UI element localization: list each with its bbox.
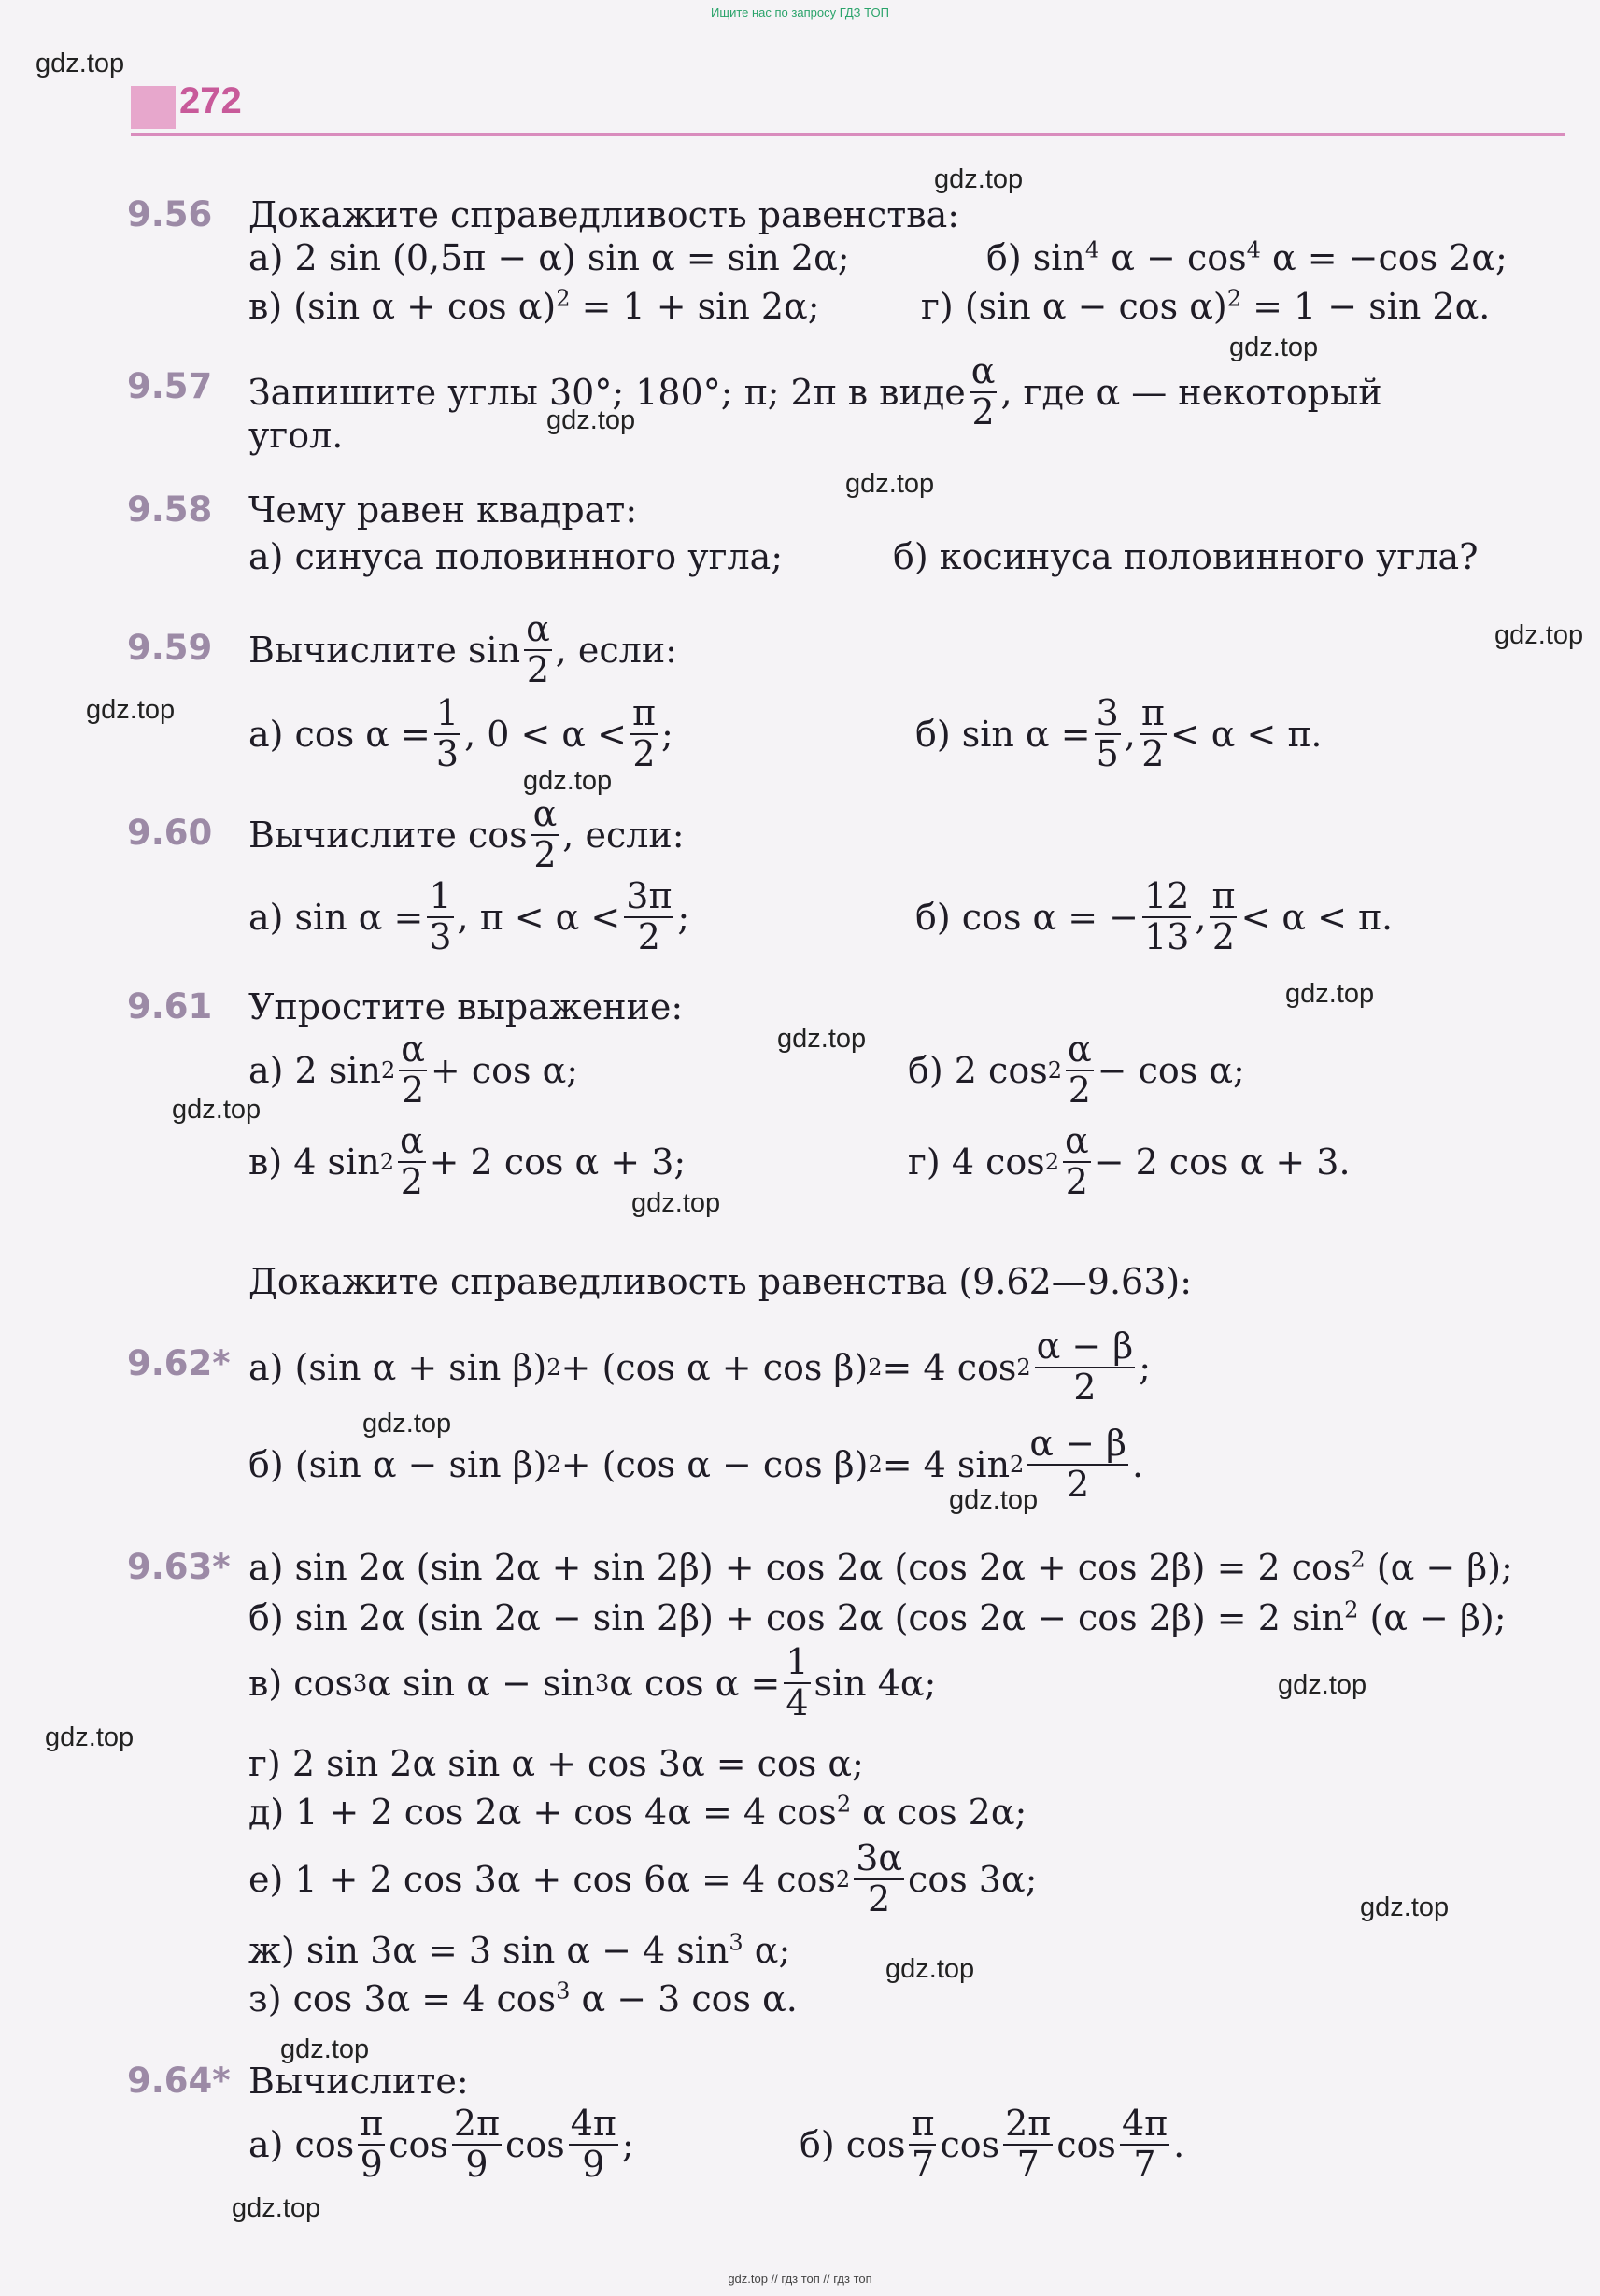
group-heading: Докажите справедливость равенства (9.62—9.63): xyxy=(248,1261,1193,1302)
fraction: $\frac{\pi}{2}$ xyxy=(1140,692,1165,774)
bottom-banner[interactable]: gdz.top // гдз топ // гдз топ xyxy=(728,2272,872,2286)
item-a: а) cos $\frac{\pi}{9}$ cos $\frac{2\pi}{9}$ cos $\frac{4\pi}{9}$ ; xyxy=(248,2103,634,2185)
watermark: gdz.top xyxy=(280,2034,370,2064)
watermark: gdz.top xyxy=(86,695,176,725)
watermark: gdz.top xyxy=(45,1722,135,1752)
problem-task-continued: угол. xyxy=(248,415,344,456)
watermark: gdz.top xyxy=(777,1024,867,1054)
problem-number-9-56: 9.56 xyxy=(127,194,213,234)
fraction: $\frac{1}{3}$ xyxy=(429,875,452,957)
problem-number-9-61: 9.61 xyxy=(127,986,213,1027)
watermark: gdz.top xyxy=(949,1485,1039,1515)
watermark: gdz.top xyxy=(232,2193,321,2223)
fraction: $\frac{2\pi}{7}$ xyxy=(1005,2103,1052,2185)
fraction: $\frac{12}{13}$ xyxy=(1144,875,1190,957)
watermark: gdz.top xyxy=(1285,979,1375,1009)
fraction: $\frac{4\pi}{9}$ xyxy=(570,2103,616,2185)
problem-task: Вычислите cos $\frac{\alpha}{2}$ , если: xyxy=(248,793,685,875)
problem-number-9-57: 9.57 xyxy=(127,366,213,406)
fraction: $\frac{\alpha - \beta}{2}$ xyxy=(1036,1325,1134,1408)
item-e: е) 1 + 2 cos 3α + cos 6α = 4 cos 2 $\frac{3\alpha}{2}$ cos 3α; xyxy=(248,1837,1038,1920)
problem-task: Докажите справедливость равенства: xyxy=(248,194,960,235)
problem-number-9-62: 9.62* xyxy=(127,1343,231,1383)
watermark: gdz.top xyxy=(1360,1892,1450,1922)
item-g: г) 2 sin 2α sin α + cos 3α = cos α; xyxy=(248,1743,864,1784)
fraction: $\frac{\pi}{2}$ xyxy=(1211,875,1236,957)
item-v: в) 4 sin 2 $\frac{\alpha}{2}$ + 2 cos α + 3; xyxy=(248,1120,687,1202)
fraction: $\frac{\pi}{7}$ xyxy=(911,2103,935,2185)
item-b: б) sin 2α (sin 2α − sin 2β) + cos 2α (cos 2α − cos 2β) = 2 $\sin^2 (\alpha - \beta)$; xyxy=(248,1596,1507,1638)
problem-task: Чему равен квадрат: xyxy=(248,489,638,531)
problem-number-9-59: 9.59 xyxy=(127,628,213,668)
watermark: gdz.top xyxy=(1278,1670,1367,1700)
problem-number-9-64: 9.64* xyxy=(127,2061,231,2101)
fraction: $\frac{2\pi}{9}$ xyxy=(453,2103,501,2185)
item-a: а) sin 2α (sin 2α + sin 2β) + cos 2α (cos 2α + cos 2β) = 2 $\cos^2 (\alpha - \beta)$; xyxy=(248,1546,1513,1588)
page-number-marker xyxy=(131,86,176,129)
item-a: а) синуса половинного угла; xyxy=(248,536,784,577)
item-b: б) sin α = $\frac{3}{5}$ , $\frac{\pi}{2}$ < α < π. xyxy=(915,692,1323,774)
item-b: б) $\sin^4 \alpha - \cos^4 \alpha = -\cos$ 2α; xyxy=(986,236,1508,278)
fraction: $\frac{\alpha - \beta}{2}$ xyxy=(1029,1423,1126,1505)
item-zh: ж) sin 3α = 3 sin α − 4 $\sin^3 \alpha$; xyxy=(248,1929,791,1971)
item-b: б) (sin α − sin β) 2 + (cos α − cos β) 2 = 4 sin 2 $\frac{\alpha - \beta}{2}$ . xyxy=(248,1423,1144,1505)
fraction: $\frac{\alpha}{2}$ xyxy=(1065,1120,1089,1202)
fraction: $\frac{3}{5}$ xyxy=(1096,692,1119,774)
fraction: $\frac{\alpha}{2}$ xyxy=(399,1120,424,1202)
problem-task: Упростите выражение: xyxy=(248,986,684,1028)
problem-task: Вычислите: xyxy=(248,2061,469,2102)
fraction: $\frac{\pi}{9}$ xyxy=(360,2103,384,2185)
item-v: в) (sin α + cos α)$^2$ = 1 + sin 2α; xyxy=(248,285,820,327)
fraction: $\frac{\alpha}{2}$ xyxy=(970,350,996,432)
item-z: з) cos 3α = 4 $\cos^3 \alpha - 3$ cos α. xyxy=(248,1977,798,2020)
item-a: а) cos α = $\frac{1}{3}$ , 0 < α < $\frac{\pi}{2}$ ; xyxy=(248,692,673,774)
problem-task: Вычислите sin $\frac{\alpha}{2}$ , если: xyxy=(248,608,677,690)
watermark: gdz.top xyxy=(885,1954,975,1984)
fraction: $\frac{4\pi}{7}$ xyxy=(1121,2103,1168,2185)
watermark: gdz.top xyxy=(546,405,636,435)
item-a: а) sin α = $\frac{1}{3}$ , π < α < $\frac{3\pi}{2}$ ; xyxy=(248,875,690,957)
problem-number-9-58: 9.58 xyxy=(127,489,213,530)
item-v: в) cos 3 α sin α − sin 3 α cos α = $\frac{1}{4}$ sin 4α; xyxy=(248,1641,937,1723)
watermark: gdz.top xyxy=(172,1095,262,1125)
watermark: gdz.top xyxy=(362,1409,452,1439)
header-rule xyxy=(131,133,1565,136)
problem-number-9-60: 9.60 xyxy=(127,813,213,853)
watermark: gdz.top xyxy=(523,766,613,796)
watermark: gdz.top xyxy=(845,469,935,499)
item-g: г) (sin α − cos α)$^2$ = 1 − sin 2α. xyxy=(921,285,1491,327)
watermark: gdz.top xyxy=(35,49,125,78)
fraction: $\frac{\pi}{2}$ xyxy=(632,692,656,774)
item-b: б) косинуса половинного угла? xyxy=(893,536,1479,577)
fraction: $\frac{\alpha}{2}$ xyxy=(401,1028,425,1111)
item-a: а) 2 sin 2 $\frac{\alpha}{2}$ + cos α; xyxy=(248,1028,579,1111)
watermark: gdz.top xyxy=(1494,620,1584,650)
item-b: б) cos $\frac{\pi}{7}$ cos $\frac{2\pi}{7}$ cos $\frac{4\pi}{7}$ . xyxy=(800,2103,1185,2185)
fraction: $\frac{\alpha}{2}$ xyxy=(526,608,550,690)
watermark: gdz.top xyxy=(631,1188,721,1218)
item-b: б) 2 cos 2 $\frac{\alpha}{2}$ − cos α; xyxy=(908,1028,1245,1111)
problem-number-9-63: 9.63* xyxy=(127,1547,231,1587)
fraction: $\frac{1}{4}$ xyxy=(786,1641,809,1723)
watermark: gdz.top xyxy=(934,164,1024,194)
problem-task: Запишите углы 30°; 180°; π; 2π в виде $\frac{\alpha}{2}$ , где α — некоторый xyxy=(248,350,1382,432)
item-d: д) 1 + 2 cos 2α + cos 4α = 4 $\cos^2 \alpha$ cos 2α; xyxy=(248,1791,1027,1833)
watermark: gdz.top xyxy=(1229,333,1319,362)
item-a: а) (sin α + sin β) 2 + (cos α + cos β) 2 = 4 cos 2 $\frac{\alpha - \beta}{2}$ ; xyxy=(248,1325,1152,1408)
item-g: г) 4 cos 2 $\frac{\alpha}{2}$ − 2 cos α + 3. xyxy=(908,1120,1351,1202)
fraction: $\frac{\alpha}{2}$ xyxy=(532,793,558,875)
fraction: $\frac{\alpha}{2}$ xyxy=(1067,1028,1092,1111)
fraction: $\frac{3\pi}{2}$ xyxy=(626,875,673,957)
item-b: б) cos α = − $\frac{12}{13}$ , $\frac{\pi}{2}$ < α < π. xyxy=(915,875,1394,957)
fraction: $\frac{1}{3}$ xyxy=(435,692,460,774)
top-banner[interactable]: Ищите нас по запросу ГДЗ ТОП xyxy=(711,6,889,20)
fraction: $\frac{3\alpha}{2}$ xyxy=(856,1837,903,1920)
item-a: а) 2 sin (0,5π − α) sin α = sin 2α; xyxy=(248,237,850,278)
page-number: 272 xyxy=(179,80,242,121)
